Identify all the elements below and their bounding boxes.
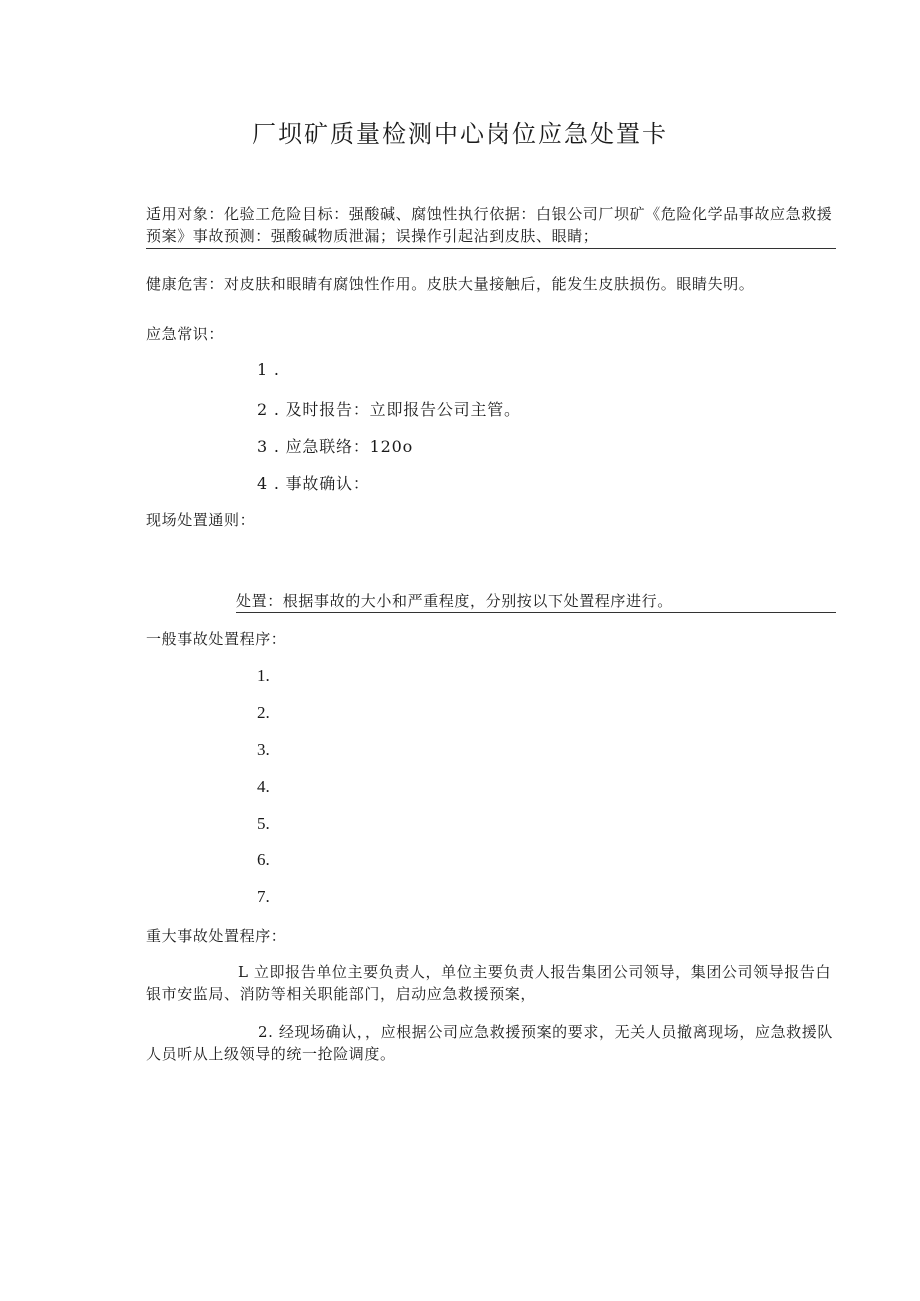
general-step-6: 6. bbox=[257, 850, 270, 869]
knowledge-item-4: 4 . 事故确认： bbox=[257, 474, 370, 493]
knowledge-item-1: 1 . bbox=[257, 360, 280, 379]
general-step-5: 5. bbox=[257, 814, 270, 833]
general-step-7: 7. bbox=[257, 887, 270, 906]
general-step-2: 2. bbox=[257, 703, 270, 722]
general-step-1: 1. bbox=[257, 666, 270, 685]
general-step-3: 3. bbox=[257, 740, 270, 759]
health-hazard: 健康危害：对皮肤和眼睛有腐蚀性作用。皮肤大量接触后，能发生皮肤损伤。眼睛失明。 bbox=[146, 275, 755, 293]
major-step-1: L 立即报告单位主要负责人，单位主要负责人报告集团公司领导，集团公司领导报告白银市安监局、消防等相关职能部门，启动应急救援预案， bbox=[146, 963, 832, 1003]
knowledge-item-3: 3 . 应急联络：120o bbox=[257, 437, 414, 456]
handling-principle: 处置：根据事故的大小和严重程度，分别按以下处置程序进行。 bbox=[236, 590, 836, 613]
emergency-knowledge-heading: 应急常识： bbox=[146, 325, 225, 343]
major-step-2: 2. 经现场确认，，应根据公司应急救援预案的要求，无关人员撤离现场，应急救援队人员听从上级领导的统一抢险调度。 bbox=[146, 1023, 833, 1063]
general-step-4: 4. bbox=[257, 777, 270, 796]
page-title: 厂坝矿质量检测中心岗位应急处置卡 bbox=[252, 120, 668, 148]
knowledge-item-2: 2 . 及时报告：立即报告公司主管。 bbox=[257, 400, 521, 419]
onsite-rules-heading: 现场处置通则： bbox=[146, 511, 256, 529]
general-procedure-heading: 一般事故处置程序： bbox=[146, 630, 287, 648]
major-procedure-heading: 重大事故处置程序： bbox=[146, 927, 287, 945]
scope-info: 适用对象：化验工危险目标：强酸碱、腐蚀性执行依据：白银公司厂坝矿《危险化学品事故应急救援预案》事故预测：强酸碱物质泄漏；误操作引起沾到皮肤、眼睛； bbox=[146, 203, 836, 249]
